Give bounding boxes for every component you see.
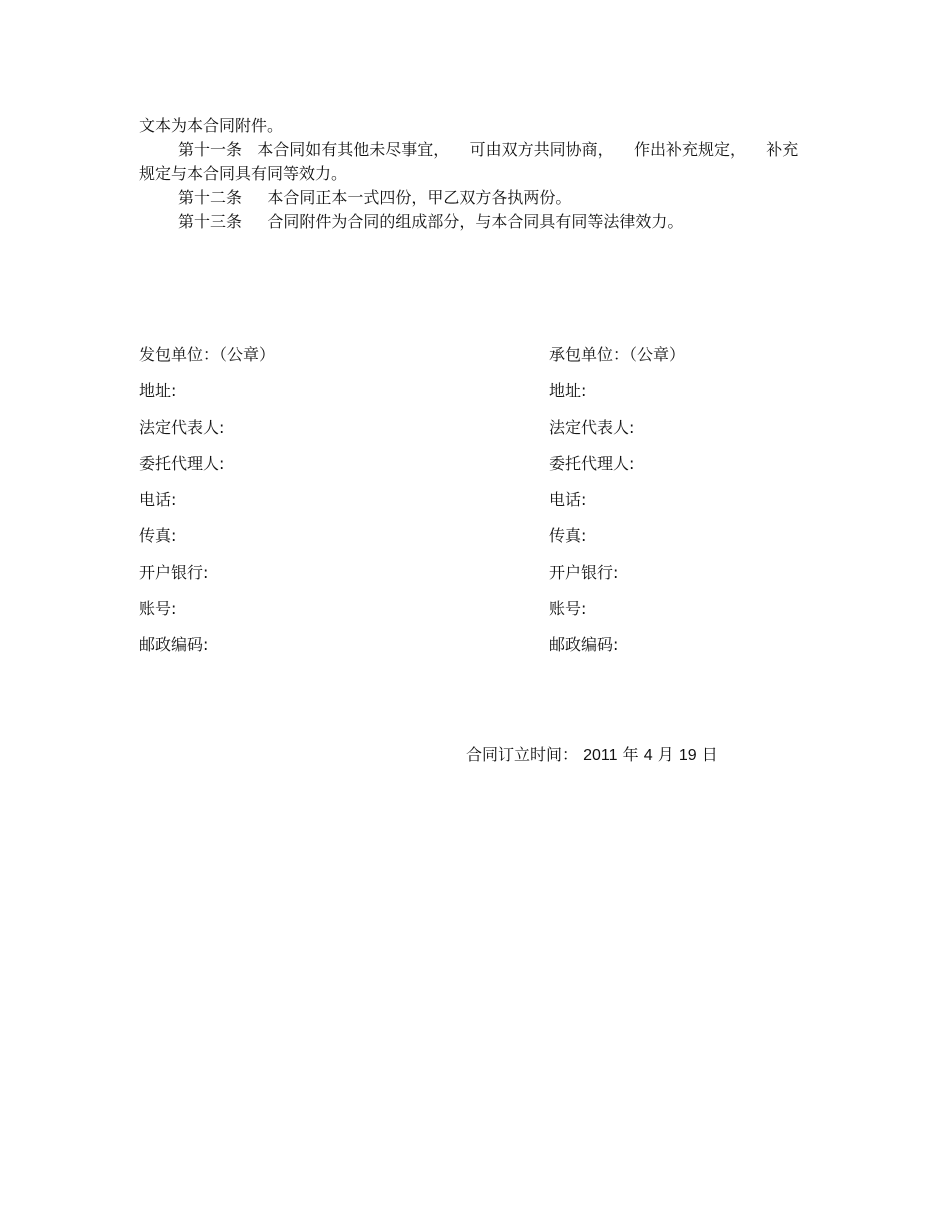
signing-date-label: 合同订立时间：	[466, 745, 579, 764]
party-b-bank: 开户银行:	[549, 562, 619, 582]
article-11-line-1: 第十一条 本合同如有其他未尽事宜， 可由双方共同协商， 作出补充规定， 补充	[178, 140, 799, 159]
party-b-fax: 传真:	[549, 526, 587, 546]
article-13: 第十三条 合同附件为合同的组成部分，与本合同具有同等法律效力。	[178, 212, 684, 231]
party-b-block	[549, 345, 869, 672]
party-a-postcode: 邮政编码:	[139, 635, 209, 655]
signing-year: 2011	[583, 747, 618, 764]
article-11-line-2: 规定与本合同具有同等效力。	[139, 164, 348, 183]
article-12: 第十二条 本合同正本一式四份，甲乙双方各执两份。	[178, 188, 572, 207]
signing-month: 4	[643, 747, 653, 764]
party-a-phone: 电话:	[139, 490, 177, 510]
party-b-phone: 电话:	[549, 490, 587, 510]
party-a-block	[139, 345, 459, 672]
signing-day: 19	[678, 747, 697, 764]
party-b-address: 地址:	[549, 381, 587, 401]
party-b-agent: 委托代理人:	[549, 453, 635, 473]
signing-day-unit: 日	[701, 745, 718, 764]
party-a-account: 账号:	[139, 599, 177, 619]
party-a-agent: 委托代理人:	[139, 453, 225, 473]
party-a-bank: 开户银行:	[139, 562, 209, 582]
party-a-address: 地址:	[139, 381, 177, 401]
party-b-postcode: 邮政编码:	[549, 635, 619, 655]
party-a-unit: 发包单位：（公章）	[139, 345, 276, 364]
signing-year-unit: 年	[622, 745, 639, 764]
party-b-account: 账号:	[549, 599, 587, 619]
party-b-unit: 承包单位：（公章）	[549, 345, 686, 364]
party-a-fax: 传真:	[139, 526, 177, 546]
signing-month-unit: 月	[657, 745, 674, 764]
party-b-legal-rep: 法定代表人:	[549, 417, 635, 437]
paragraph-continuation: 文本为本合同附件。	[139, 116, 284, 135]
party-a-legal-rep: 法定代表人:	[139, 417, 225, 437]
signing-date	[466, 745, 718, 766]
